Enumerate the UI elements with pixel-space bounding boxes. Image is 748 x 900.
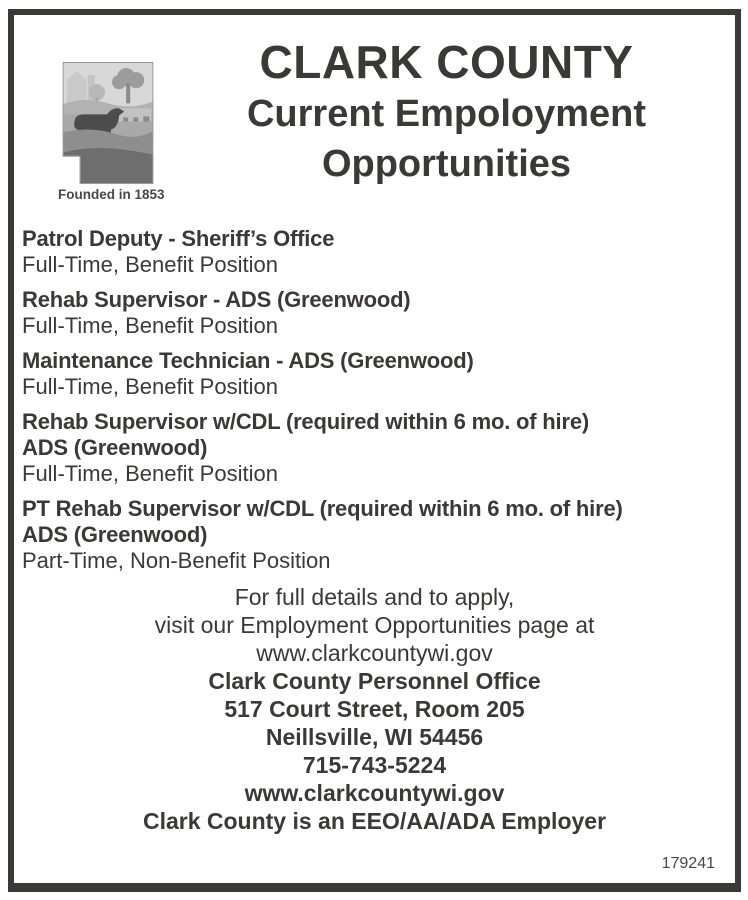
job-title-line-2: ADS (Greenwood) xyxy=(22,522,208,547)
logo-caption: Founded in 1853 xyxy=(58,187,165,202)
ad-reference-number: 179241 xyxy=(661,855,715,872)
apply-instructions-line-1: For full details and to apply, xyxy=(234,584,515,610)
ad-subtitle-line-2: Opportunities xyxy=(321,143,572,185)
job-listing xyxy=(22,409,729,487)
phone-number: 715-743-5224 xyxy=(302,752,447,778)
job-title-line-1: PT Rehab Supervisor w/CDL (required within 6 mo. of hire) xyxy=(22,496,623,521)
job-detail: Full-Time, Benefit Position xyxy=(22,461,278,486)
job-title: Rehab Supervisor - ADS (Greenwood) xyxy=(22,287,411,312)
job-listing xyxy=(22,287,729,339)
ad-subtitle-line-1: Current Empoloyment xyxy=(246,93,647,135)
eeo-statement: Clark County is an EEO/AA/ADA Employer xyxy=(142,808,607,834)
job-listings xyxy=(14,226,735,574)
job-detail: Full-Time, Benefit Position xyxy=(22,374,278,399)
website-url: www.clarkcountywi.gov xyxy=(244,780,505,806)
ad-footer xyxy=(14,583,735,835)
city-state-zip: Neillsville, WI 54456 xyxy=(265,724,484,750)
street-address: 517 Court Street, Room 205 xyxy=(224,696,525,722)
job-listing xyxy=(22,496,729,574)
clark-county-logo-icon xyxy=(62,62,154,184)
job-detail: Full-Time, Benefit Position xyxy=(22,252,278,277)
personnel-office-name: Clark County Personnel Office xyxy=(208,668,541,694)
employment-ad xyxy=(8,9,741,892)
job-title: Maintenance Technician - ADS (Greenwood) xyxy=(22,348,474,373)
ad-title-block xyxy=(158,15,735,189)
county-logo-block xyxy=(58,62,165,202)
job-detail: Full-Time, Benefit Position xyxy=(22,313,278,338)
job-listing xyxy=(22,226,729,278)
ad-header xyxy=(14,15,735,202)
job-title-line-2: ADS (Greenwood) xyxy=(22,435,208,460)
job-listing xyxy=(22,348,729,400)
job-title: Patrol Deputy - Sheriff’s Office xyxy=(22,226,335,251)
ad-title: CLARK COUNTY xyxy=(259,36,634,88)
apply-instructions-line-2: visit our Employment Opportunities page at xyxy=(154,612,595,638)
job-title-line-1: Rehab Supervisor w/CDL (required within 6 mo. of hire) xyxy=(22,409,589,434)
apply-website-url: www.clarkcountywi.gov xyxy=(256,640,493,666)
job-detail: Part-Time, Non-Benefit Position xyxy=(22,548,331,573)
